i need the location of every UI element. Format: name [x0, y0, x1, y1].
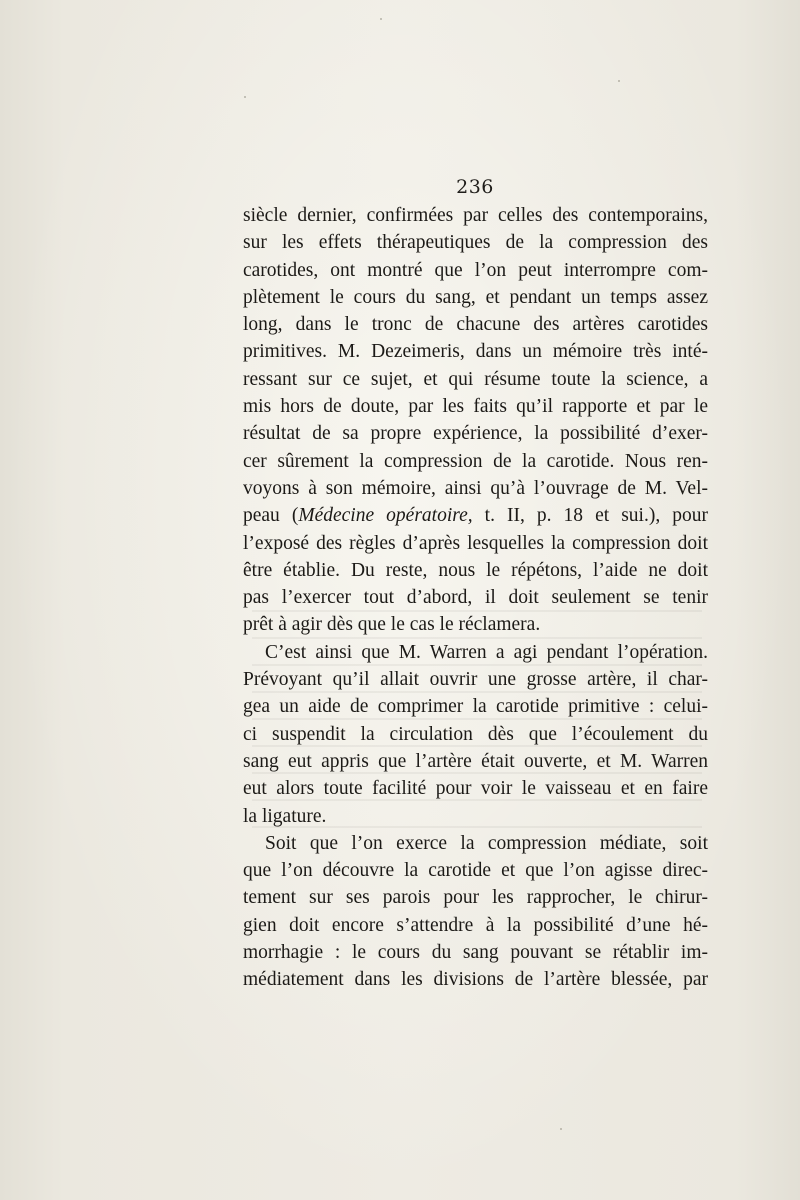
paper-speck	[560, 1128, 562, 1130]
text-line: voyons à son mémoire, ainsi qu’à l’ouvrage de M. Vel-	[243, 477, 708, 499]
text-line: ci suspendit la circulation dès que l’écoulement du	[243, 723, 708, 745]
text-line: l’exposé des règles d’après lesquelles la compression doit	[243, 532, 708, 554]
text-line: primitives. M. Dezeimeris, dans un mémoire très inté-	[243, 341, 708, 363]
paper-speck	[618, 80, 620, 82]
text-line: tement sur ses parois pour les rapprocher, le chirur-	[243, 887, 708, 909]
body-text	[243, 202, 708, 994]
text-line: médiatement dans les divisions de l’artère blessée, par	[243, 969, 708, 991]
text-line: gien doit encore s’attendre à la possibilité d’une hé-	[243, 914, 708, 936]
italic-title: Médecine opératoire,	[298, 505, 473, 527]
text-line: cer sûrement la compression de la carotide. Nous ren-	[243, 450, 708, 472]
text-line: que l’on découvre la carotide et que l’on agisse direc-	[243, 860, 708, 882]
paragraph-start: C’est ainsi que M. Warren a agi pendant l’opération.	[265, 641, 708, 663]
text-line: résultat de sa propre expérience, la possibilité d’exer-	[243, 423, 708, 445]
paper-speck	[244, 96, 246, 98]
text-line: pas l’exercer tout d’abord, il doit seulement se tenir	[243, 587, 708, 609]
paragraph-start: Soit que l’on exerce la compression médiate, soit	[265, 832, 708, 854]
text-line: gea un aide de comprimer la carotide primitive : celui-	[243, 696, 708, 718]
text-line: morrhagie : le cours du sang pouvant se rétablir im-	[243, 942, 708, 964]
text-line: ressant sur ce sujet, et qui résume toute la science, a	[243, 368, 708, 390]
text-line: plètement le cours du sang, et pendant un temps assez	[243, 286, 708, 308]
text-line: mis hors de doute, par les faits qu’il rapporte et par le	[243, 396, 708, 418]
line-segment: t. II, p. 18 et sui.), pour	[472, 505, 708, 527]
text-line: prêt à agir dès que le cas le réclamera.	[243, 614, 541, 636]
text-line: carotides, ont montré que l’on peut interrompre com-	[243, 259, 708, 281]
text-line: eut alors toute facilité pour voir le vaisseau et en faire	[243, 778, 708, 800]
page-number: 236	[456, 176, 494, 198]
paper-speck	[380, 18, 382, 20]
text-line-with-italic	[243, 502, 708, 529]
text-line: long, dans le tronc de chacune des artères carotides	[243, 314, 708, 336]
text-line: sang eut appris que l’artère était ouverte, et M. Warren	[243, 750, 708, 772]
text-line: siècle dernier, confirmées par celles des contemporains,	[243, 205, 708, 226]
line-segment: peau (	[243, 505, 299, 527]
text-line: être établie. Du reste, nous le répétons, l’aide ne doit	[243, 559, 708, 581]
text-line: Prévoyant qu’il allait ouvrir une grosse artère, il char-	[243, 669, 708, 691]
text-line: la ligature.	[243, 805, 327, 827]
text-line: sur les effets thérapeutiques de la compression des	[243, 232, 708, 254]
